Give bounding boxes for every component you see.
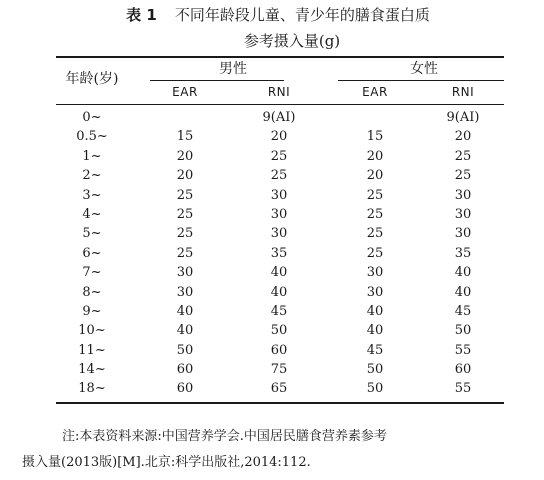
- age-cell: 5~: [82, 226, 102, 242]
- male-ear-cell: 25: [176, 245, 194, 261]
- male-ear-cell: 30: [176, 284, 194, 300]
- female-rni-cell: 55: [454, 381, 472, 397]
- female-ear-cell: 25: [366, 226, 384, 242]
- male-rni-cell: 30: [270, 226, 288, 242]
- female-ear-cell: 30: [366, 284, 384, 300]
- male-rni-cell: 9(AI): [262, 110, 296, 125]
- male-rni-cell: 45: [270, 303, 288, 319]
- header-female-ear: EAR: [362, 85, 388, 99]
- male-rni-cell: 30: [270, 187, 288, 203]
- header-rule: [56, 104, 504, 105]
- male-ear-cell: 25: [176, 187, 194, 203]
- female-rni-cell: 45: [454, 303, 472, 319]
- header-female-rni: RNI: [451, 85, 475, 99]
- female-rni-cell: 60: [454, 362, 472, 378]
- female-ear-cell: 25: [366, 245, 384, 261]
- table-note-line1: 注:本表资料来源:中国营养学会.中国居民膳食营养素参考: [62, 429, 387, 444]
- female-ear-cell: 25: [366, 187, 384, 203]
- male-ear-cell: 20: [176, 148, 194, 164]
- female-ear-cell: 40: [366, 323, 384, 339]
- female-ear-cell: 30: [366, 265, 384, 281]
- male-ear-cell: 25: [176, 226, 194, 242]
- age-cell: 8~: [82, 284, 102, 300]
- female-rni-cell: 40: [454, 265, 472, 281]
- table-row: [56, 321, 504, 340]
- table-row: [56, 360, 504, 379]
- male-ear-cell: 60: [176, 362, 194, 378]
- table-row: [56, 147, 504, 166]
- male-rni-cell: 40: [270, 265, 288, 281]
- male-rni-cell: 65: [270, 381, 288, 397]
- female-rni-cell: 30: [454, 226, 472, 242]
- male-rni-cell: 25: [270, 148, 288, 164]
- male-ear-cell: 60: [176, 381, 194, 397]
- female-rni-cell: 30: [454, 187, 472, 203]
- age-cell: 4~: [82, 206, 102, 222]
- bottom-rule: [56, 402, 504, 404]
- female-ear-cell: 25: [366, 206, 384, 222]
- male-ear-cell: 40: [176, 323, 194, 339]
- male-rni-cell: 75: [270, 362, 288, 378]
- male-ear-cell: 25: [176, 206, 194, 222]
- age-cell: 10~: [78, 323, 106, 339]
- male-rni-cell: 30: [270, 206, 288, 222]
- table-label: 表 1: [126, 6, 157, 24]
- female-rni-cell: 40: [454, 284, 472, 300]
- male-ear-cell: 30: [176, 265, 194, 281]
- female-rni-cell: 30: [454, 206, 472, 222]
- female-ear-cell: 45: [366, 342, 384, 358]
- age-cell: 0~: [82, 110, 102, 125]
- table-row: [56, 224, 504, 243]
- female-ear-cell: 40: [366, 303, 384, 319]
- age-cell: 3~: [82, 187, 102, 203]
- female-ear-cell: 15: [366, 129, 384, 145]
- age-cell: 1~: [82, 148, 102, 164]
- table-title: [6, 4, 544, 25]
- male-group-rule: [150, 80, 284, 81]
- female-ear-cell: 50: [366, 362, 384, 378]
- table-row: [56, 302, 504, 321]
- female-ear-cell: 50: [366, 381, 384, 397]
- table-row: [56, 283, 504, 302]
- age-cell: 7~: [82, 265, 102, 281]
- age-cell: 14~: [78, 362, 106, 378]
- table-row: [56, 263, 504, 282]
- female-group-rule: [338, 80, 504, 81]
- female-rni-cell: 55: [454, 342, 472, 358]
- female-rni-cell: 9(AI): [446, 110, 480, 125]
- table-title-text: 不同年龄段儿童、青少年的膳食蛋白质: [174, 6, 430, 24]
- age-cell: 9~: [82, 303, 102, 319]
- male-rni-cell: 60: [270, 342, 288, 358]
- male-rni-cell: 25: [270, 168, 288, 184]
- table-subtitle: 参考摄入量(g): [243, 32, 341, 50]
- male-rni-cell: 20: [270, 129, 288, 145]
- male-rni-cell: 40: [270, 284, 288, 300]
- age-cell: 6~: [82, 245, 102, 261]
- female-rni-cell: 25: [454, 148, 472, 164]
- table-row: [56, 166, 504, 185]
- table-row: [56, 108, 504, 127]
- table-row: [56, 379, 504, 398]
- header-male-ear: EAR: [172, 85, 198, 99]
- header-female: 女性: [410, 61, 438, 77]
- age-cell: 11~: [78, 342, 106, 358]
- table-row: [56, 244, 504, 263]
- female-rni-cell: 50: [454, 323, 472, 339]
- female-rni-cell: 35: [454, 245, 472, 261]
- age-cell: 2~: [82, 168, 102, 184]
- female-ear-cell: 20: [366, 148, 384, 164]
- table-row: [56, 205, 504, 224]
- table-note-line2: 摄入量(2013版)[M].北京:科学出版社,2014:112.: [22, 455, 311, 470]
- table-row: [56, 186, 504, 205]
- male-ear-cell: 40: [176, 303, 194, 319]
- age-cell: 18~: [78, 381, 106, 397]
- header-male-rni: RNI: [267, 85, 291, 99]
- table-row: [56, 127, 504, 146]
- male-rni-cell: 35: [270, 245, 288, 261]
- male-ear-cell: 50: [176, 342, 194, 358]
- table-row: [56, 341, 504, 360]
- male-ear-cell: 20: [176, 168, 194, 184]
- header-male: 男性: [219, 61, 247, 77]
- table-body: [56, 108, 504, 399]
- age-cell: 0.5~: [76, 129, 108, 145]
- female-rni-cell: 25: [454, 168, 472, 184]
- male-rni-cell: 50: [270, 323, 288, 339]
- male-ear-cell: 15: [176, 129, 194, 145]
- header-age: 年龄(岁): [65, 71, 119, 87]
- female-ear-cell: 20: [366, 168, 384, 184]
- female-rni-cell: 20: [454, 129, 472, 145]
